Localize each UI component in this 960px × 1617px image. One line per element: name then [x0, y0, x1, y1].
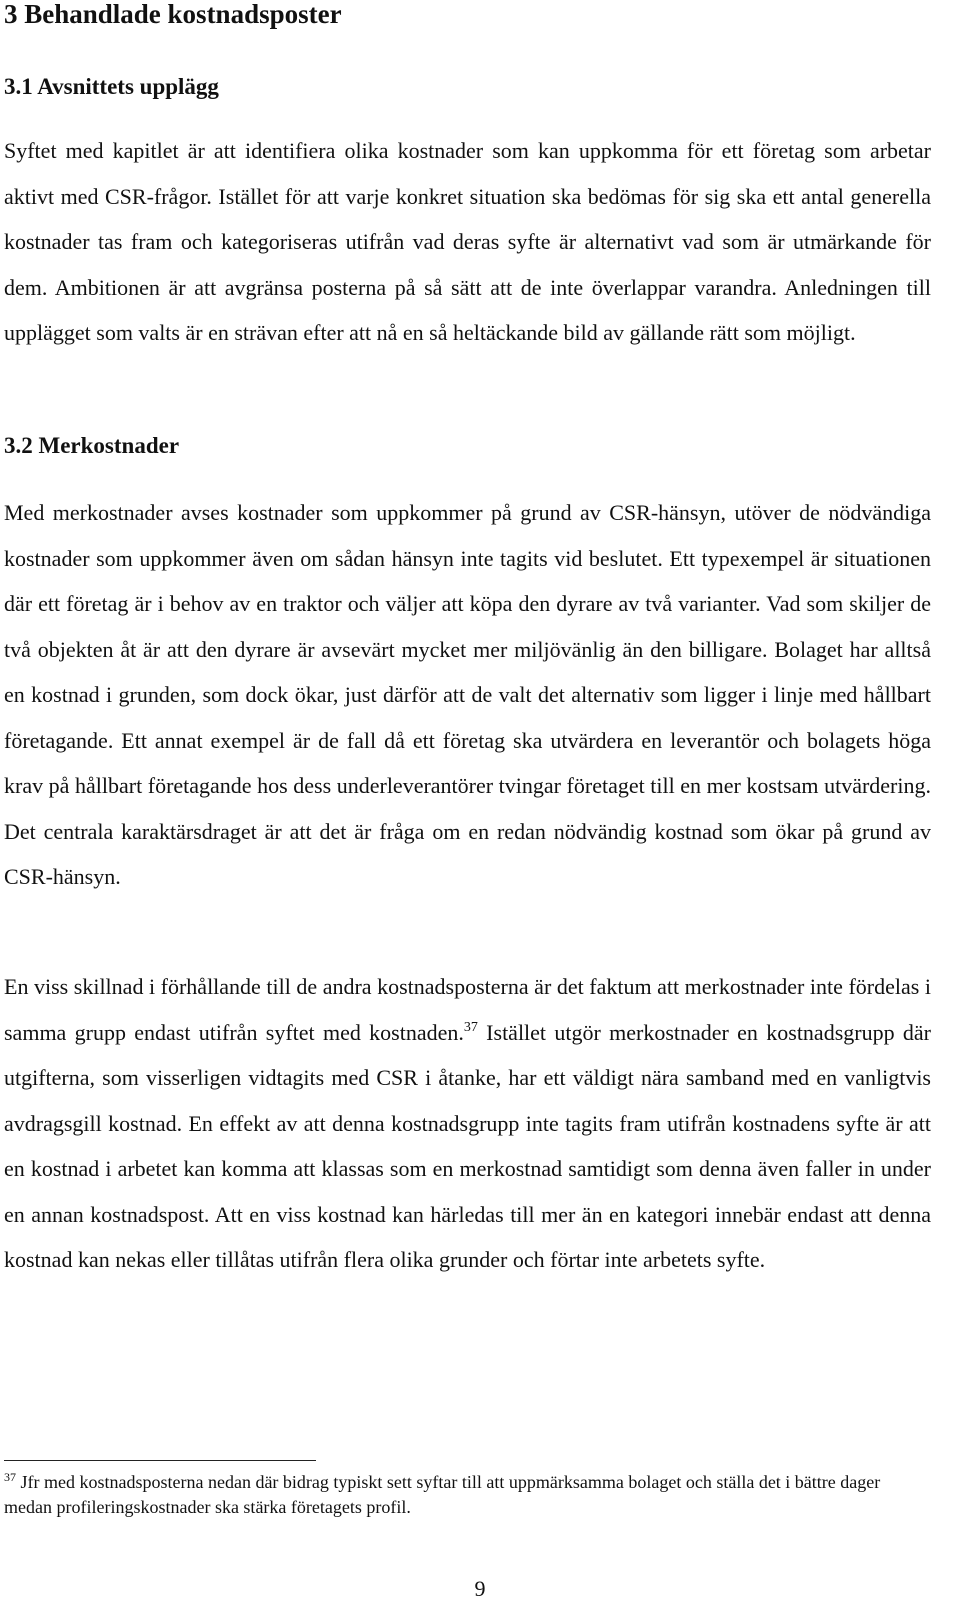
footnote-separator	[4, 1460, 316, 1461]
section-heading-merkostnader: 3.2 Merkostnader	[4, 433, 180, 458]
footnote-text: Jfr med kostnadsposterna nedan där bidrag typiskt sett syftar till att uppmärksamma bolaget och ställa det i bättre dager medan profileringskostnader ska stärka företagets profil.	[4, 1472, 881, 1517]
paragraph-text-after-footnote: Istället utgör merkostnader en kostnadsgrupp där utgifterna, som visserligen vidtagits med CSR i åtanke, har ett väldigt nära samband med en vanligtvis avdragsgill kostnad. En effekt av att denna kostnadsgrupp inte tagits fram utifrån kostnadens syfte är att en kostnad i arbetet kan komma att klassas som en merkostnad samtidigt som denna även faller in under en annan kostnadspost. Att en viss kostnad kan härledas till mer än en kategori innebär endast att denna kostnad kan nekas eller tillåtas utifrån flera olika grunder och förtar inte arbetets syfte.	[4, 1019, 931, 1272]
footnote	[4, 1470, 931, 1520]
paragraph-merkostnader-definition: Med merkostnader avses kostnader som uppkommer på grund av CSR-hänsyn, utöver de nödvändiga kostnader som uppkommer även om sådan hänsyn inte tagits vid beslutet. Ett typexempel är situationen där ett företag är i behov av en traktor och väljer att köpa den dyrare av två varianter. Vad som skiljer de två objekten åt är att den dyrare är avsevärt mycket mer miljövänlig än den billigare. Bolaget har alltså en kostnad i grunden, som dock ökar, just därför att de valt det alternativ som ligger i linje med hållbart företagande. Ett annat exempel är de fall då ett företag ska utvärdera en leverantör och bolagets höga krav på hållbart företagande hos dess underleverantörer tvingar företaget till en mer kostsam utvärdering. Det centrala karaktärsdraget är att det är fråga om en redan nödvändig kostnad som ökar på grund av CSR-hänsyn.	[4, 500, 931, 889]
footnote-number: 37	[4, 1470, 16, 1484]
footnote-reference: 37	[463, 1019, 478, 1035]
section-heading-avsnittets-upplagg: 3.1 Avsnittets upplägg	[4, 74, 219, 99]
chapter-heading: 3 Behandlade kostnadsposter	[4, 0, 342, 29]
paragraph-merkostnader-skillnad	[4, 964, 931, 1283]
paragraph-avsnittets-upplagg: Syftet med kapitlet är att identifiera olika kostnader som kan uppkomma för ett företag som arbetar aktivt med CSR-frågor. Istället för att varje konkret situation ska bedömas för sig ska ett antal generella kostnader tas fram och kategoriseras utifrån vad deras syfte är alternativt vad som är utmärkande för dem. Ambitionen är att avgränsa posterna på så sätt att de inte överlappar varandra. Anledningen till upplägget som valts är en strävan efter att nå en så heltäckande bild av gällande rätt som möjligt.	[4, 138, 931, 345]
page-number: 9	[474, 1576, 486, 1601]
paragraph-text-before-footnote: En viss skillnad i förhållande till de andra kostnadsposterna är det faktum att merkostnader inte fördelas i samma grupp endast utifrån syftet med kostnaden.	[4, 974, 931, 1045]
